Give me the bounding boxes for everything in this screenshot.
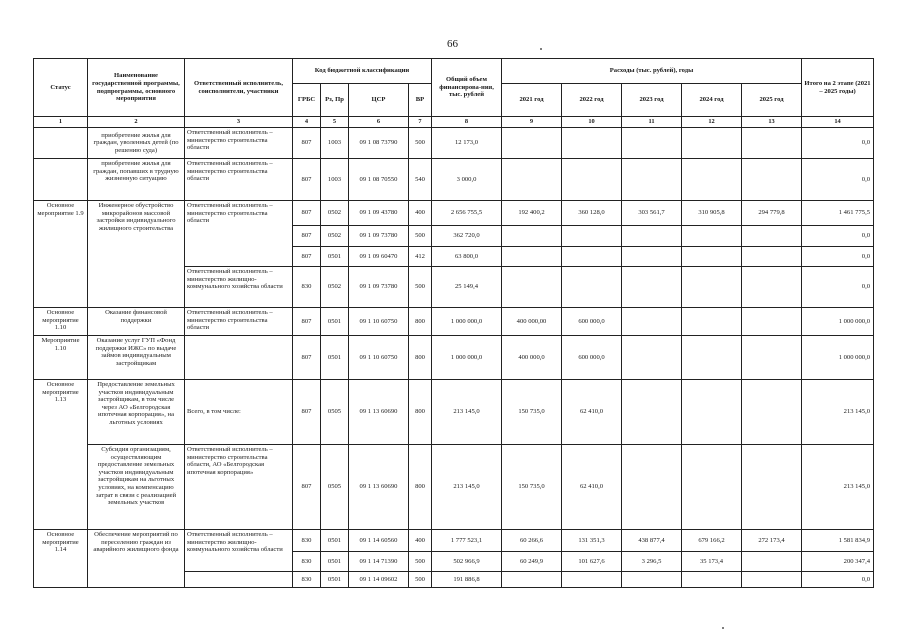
header-grbs: ГРБС [293,84,321,117]
y2022-cell [562,247,622,267]
itogo-cell: 0,0 [802,247,874,267]
name-cell: Инженерное обустройство микрорайонов массовой застройки индивидуального жилищного строительства [88,201,185,308]
y2023-cell [622,226,682,247]
y2021-cell [502,572,562,588]
y2024-cell [682,247,742,267]
y2025-cell [742,247,802,267]
y2023-cell: 438 877,4 [622,530,682,552]
y2021-cell: 60 249,9 [502,552,562,572]
total-cell: 12 173,0 [432,128,502,159]
header-total-volume: Общий объем финансирова-ния, тыс. рублей [432,59,502,117]
header-status: Статус [34,59,88,117]
col-number: 2 [88,117,185,128]
y2025-cell: 272 173,4 [742,530,802,552]
rzpr-cell: 0502 [321,226,349,247]
y2021-cell [502,247,562,267]
y2025-cell [742,380,802,445]
status-cell: Основное мероприятие 1.14 [34,530,88,588]
y2022-cell [562,226,622,247]
rzpr-cell: 0505 [321,445,349,530]
scan-speck [722,627,724,629]
total-cell: 63 800,0 [432,247,502,267]
col-number: 4 [293,117,321,128]
y2022-cell: 62 410,0 [562,380,622,445]
itogo-cell: 0,0 [802,159,874,201]
grbs-cell: 807 [293,128,321,159]
rzpr-cell: 0502 [321,201,349,226]
y2025-cell [742,226,802,247]
y2023-cell [622,128,682,159]
name-cell: приобретение жилья для граждан, попавших в трудную жизненную ситуацию [88,159,185,201]
y2025-cell [742,552,802,572]
name-cell: Предоставление земельных участков индивидуальным застройщикам, в том числе через АО «Белгородская ипотечная корпорация», на льготных условиях [88,380,185,445]
total-cell: 2 656 755,5 [432,201,502,226]
responsible-cell: Ответственный исполнитель – министерство строительства области, АО «Белгородская ипотечная корпорация» [185,445,293,530]
grbs-cell: 807 [293,308,321,336]
total-cell: 213 145,0 [432,380,502,445]
grbs-cell: 807 [293,380,321,445]
col-number: 6 [349,117,409,128]
header-2024: 2024 год [682,84,742,117]
name-cell: Обеспечение мероприятий по переселению граждан из аварийного жилищного фонда [88,530,185,588]
y2024-cell [682,159,742,201]
responsible-cell: Ответственный исполнитель – министерство строительства области [185,308,293,336]
table-row [34,530,874,552]
header-2025: 2025 год [742,84,802,117]
rzpr-cell: 0502 [321,267,349,308]
rzpr-cell: 0501 [321,308,349,336]
y2025-cell [742,572,802,588]
vr-cell: 500 [409,226,432,247]
table-row [34,128,874,159]
grbs-cell: 807 [293,336,321,380]
vr-cell: 800 [409,380,432,445]
y2022-cell [562,267,622,308]
name-cell: Оказание финансовой поддержки [88,308,185,336]
responsible-cell: Всего, в том числе: [185,380,293,445]
y2022-cell: 131 351,3 [562,530,622,552]
y2024-cell [682,226,742,247]
grbs-cell: 830 [293,572,321,588]
y2025-cell [742,267,802,308]
vr-cell: 800 [409,308,432,336]
table-row [34,380,874,445]
y2021-cell: 400 000,0 [502,336,562,380]
csr-cell: 09 1 14 09602 [349,572,409,588]
table-row [34,445,874,530]
y2023-cell [622,336,682,380]
responsible-cell [185,572,293,588]
total-cell: 213 145,0 [432,445,502,530]
y2024-cell: 35 173,4 [682,552,742,572]
y2023-cell [622,159,682,201]
itogo-cell: 213 145,0 [802,445,874,530]
total-cell: 362 720,0 [432,226,502,247]
y2024-cell: 310 905,8 [682,201,742,226]
vr-cell: 800 [409,336,432,380]
grbs-cell: 830 [293,530,321,552]
y2023-cell: 3 296,5 [622,552,682,572]
y2025-cell: 294 779,8 [742,201,802,226]
header-rzpr: Рз, Пр [321,84,349,117]
col-number: 9 [502,117,562,128]
total-cell: 3 000,0 [432,159,502,201]
total-cell: 1 000 000,0 [432,336,502,380]
status-cell [34,128,88,159]
vr-cell: 500 [409,572,432,588]
itogo-cell: 1 581 834,9 [802,530,874,552]
itogo-cell: 0,0 [802,267,874,308]
y2023-cell [622,308,682,336]
status-cell [34,159,88,201]
csr-cell: 09 1 10 60750 [349,336,409,380]
csr-cell: 09 1 08 73790 [349,128,409,159]
vr-cell: 412 [409,247,432,267]
total-cell: 191 886,8 [432,572,502,588]
header-budget-code: Код бюджетной классификации [293,59,432,84]
grbs-cell: 807 [293,201,321,226]
y2021-cell: 400 000,00 [502,308,562,336]
header-responsible: Ответственный исполнитель, соисполнители, участники [185,59,293,117]
vr-cell: 500 [409,128,432,159]
column-number-row [34,117,874,128]
y2022-cell: 62 410,0 [562,445,622,530]
vr-cell: 800 [409,445,432,530]
header-name: Наименование государственной программы, подпрограммы, основного мероприятия [88,59,185,117]
rzpr-cell: 0501 [321,530,349,552]
header-vr: ВР [409,84,432,117]
csr-cell: 09 1 14 60560 [349,530,409,552]
y2023-cell [622,380,682,445]
vr-cell: 500 [409,267,432,308]
total-cell: 1 777 523,1 [432,530,502,552]
y2022-cell: 600 000,0 [562,308,622,336]
grbs-cell: 807 [293,226,321,247]
col-number: 7 [409,117,432,128]
col-number: 14 [802,117,874,128]
itogo-cell: 1 000 000,0 [802,336,874,380]
rzpr-cell: 0501 [321,247,349,267]
name-cell: Субсидия организациям, осуществляющим предоставление земельных участков индивидуальным застройщикам на льготных условиях, на компенсацию затрат в связи с реализацией земельных участков [88,445,185,530]
y2022-cell [562,128,622,159]
csr-cell: 09 1 13 60690 [349,445,409,530]
y2023-cell: 303 561,7 [622,201,682,226]
responsible-cell: Ответственный исполнитель – министерство жилищно-коммунального хозяйства области [185,267,293,308]
y2022-cell [562,159,622,201]
col-number: 8 [432,117,502,128]
col-number: 1 [34,117,88,128]
name-cell: приобретение жилья для граждан, уволенных детей (по решению суда) [88,128,185,159]
vr-cell: 540 [409,159,432,201]
rzpr-cell: 0501 [321,572,349,588]
csr-cell: 09 1 09 73780 [349,267,409,308]
rzpr-cell: 0505 [321,380,349,445]
table-row [34,159,874,201]
itogo-cell: 200 347,4 [802,552,874,572]
csr-cell: 09 1 08 70550 [349,159,409,201]
itogo-cell: 1 000 000,0 [802,308,874,336]
scan-speck [540,48,542,50]
status-cell: Основное мероприятие 1.9 [34,201,88,308]
csr-cell: 09 1 10 60750 [349,308,409,336]
itogo-cell: 0,0 [802,226,874,247]
col-number: 10 [562,117,622,128]
y2025-cell [742,336,802,380]
name-cell: Оказание услуг ГУП «Фонд поддержки ИЖС» по выдаче займов индивидуальным застройщикам [88,336,185,380]
y2025-cell [742,445,802,530]
col-number: 3 [185,117,293,128]
status-cell: Основное мероприятие 1.10 [34,308,88,336]
responsible-cell: Ответственный исполнитель – министерство строительства области [185,128,293,159]
total-cell: 1 000 000,0 [432,308,502,336]
y2023-cell [622,572,682,588]
y2024-cell: 679 166,2 [682,530,742,552]
grbs-cell: 807 [293,159,321,201]
vr-cell: 400 [409,201,432,226]
responsible-cell: Ответственный исполнитель – министерство жилищно-коммунального хозяйства области [185,530,293,572]
responsible-cell: Ответственный исполнитель – министерство строительства области [185,201,293,267]
responsible-cell [185,336,293,380]
y2021-cell [502,128,562,159]
y2021-cell [502,267,562,308]
rzpr-cell: 0501 [321,552,349,572]
y2024-cell [682,308,742,336]
grbs-cell: 807 [293,247,321,267]
col-number: 12 [682,117,742,128]
csr-cell: 09 1 14 71390 [349,552,409,572]
itogo-cell: 213 145,0 [802,380,874,445]
vr-cell: 500 [409,552,432,572]
grbs-cell: 830 [293,552,321,572]
table-row [34,308,874,336]
csr-cell: 09 1 09 73780 [349,226,409,247]
header-csr: ЦСР [349,84,409,117]
table-row [34,336,874,380]
y2021-cell: 150 735,0 [502,380,562,445]
y2023-cell [622,445,682,530]
rzpr-cell: 1003 [321,159,349,201]
itogo-cell: 0,0 [802,572,874,588]
status-cell: Основное мероприятие 1.13 [34,380,88,530]
header-row-1 [34,59,874,84]
y2021-cell [502,226,562,247]
col-number: 11 [622,117,682,128]
csr-cell: 09 1 09 43780 [349,201,409,226]
table-row [34,201,874,226]
status-cell: Мероприятие 1.10 [34,336,88,380]
header-itogo: Итого на 2 этапе (2021 – 2025 годы) [802,59,874,117]
y2024-cell [682,267,742,308]
grbs-cell: 807 [293,445,321,530]
y2022-cell: 600 000,0 [562,336,622,380]
y2025-cell [742,159,802,201]
csr-cell: 09 1 09 60470 [349,247,409,267]
responsible-cell: Ответственный исполнитель – министерство строительства области [185,159,293,201]
y2024-cell [682,572,742,588]
itogo-cell: 0,0 [802,128,874,159]
y2025-cell [742,128,802,159]
col-number: 5 [321,117,349,128]
y2022-cell: 360 128,0 [562,201,622,226]
budget-table [33,58,874,588]
y2024-cell [682,128,742,159]
y2023-cell [622,247,682,267]
y2025-cell [742,308,802,336]
header-expenses: Расходы (тыс. рублей), годы [502,59,802,84]
total-cell: 25 149,4 [432,267,502,308]
y2021-cell: 192 400,2 [502,201,562,226]
itogo-cell: 1 461 775,5 [802,201,874,226]
header-2023: 2023 год [622,84,682,117]
y2021-cell: 60 266,6 [502,530,562,552]
csr-cell: 09 1 13 60690 [349,380,409,445]
y2021-cell [502,159,562,201]
y2022-cell: 101 627,6 [562,552,622,572]
header-2021: 2021 год [502,84,562,117]
grbs-cell: 830 [293,267,321,308]
col-number: 13 [742,117,802,128]
y2024-cell [682,380,742,445]
rzpr-cell: 1003 [321,128,349,159]
rzpr-cell: 0501 [321,336,349,380]
total-cell: 502 966,9 [432,552,502,572]
y2024-cell [682,336,742,380]
y2022-cell [562,572,622,588]
y2023-cell [622,267,682,308]
page-number: 66 [447,38,458,50]
y2024-cell [682,445,742,530]
vr-cell: 400 [409,530,432,552]
header-2022: 2022 год [562,84,622,117]
y2021-cell: 150 735,0 [502,445,562,530]
